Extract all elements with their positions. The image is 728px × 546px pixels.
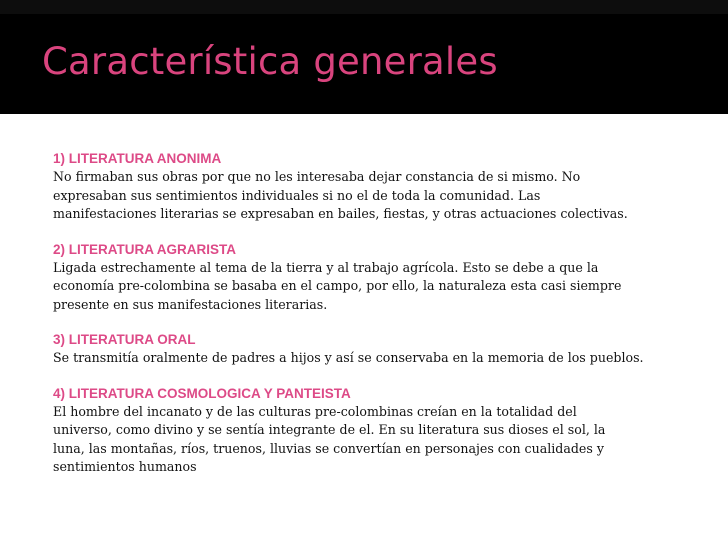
body-line: El hombre del incanato y de las culturas pre-colombinas creían en la totalidad del <box>53 403 577 419</box>
slide-title: Característica generales <box>42 40 498 83</box>
body-line: manifestaciones literarias se expresaban en bailes, fiestas, y otras actuaciones colectivas. <box>53 206 628 221</box>
body-line: economía pre-colombina se basaba en el campo, por ello, la naturaleza esta casi siempre <box>53 278 622 293</box>
body-line: luna, las montañas, ríos, truenos, lluvias se convertían en personajes con cualidades y <box>53 440 604 456</box>
section-body <box>53 349 703 368</box>
title-bar-top-stripe <box>0 0 728 14</box>
title-bar <box>0 0 728 114</box>
body-line: No firmaban sus obras por que no les interesaba dejar constancia de si mismo. No <box>53 169 581 184</box>
section-literatura-cosmologica <box>53 385 703 477</box>
section-body <box>53 168 703 224</box>
section-heading: 3) LITERATURA ORAL <box>53 332 196 347</box>
body-line: sentimientos humanos <box>53 459 197 474</box>
section-literatura-anonima <box>53 150 703 224</box>
slide-content <box>53 150 703 494</box>
body-line: Ligada estrechamente al tema de la tierra y al trabajo agrícola. Esto se debe a que la <box>53 259 599 275</box>
section-heading: 2) LITERATURA AGRARISTA <box>53 241 236 257</box>
section-heading: 4) LITERATURA COSMOLOGICA Y PANTEISTA <box>53 385 351 401</box>
body-line: Se transmitía oralmente de padres a hijos y así se conservaba en la memoria de los pueblos. <box>53 350 644 365</box>
section-literatura-oral <box>53 331 703 368</box>
body-line: presente en sus manifestaciones literarias. <box>53 296 328 312</box>
body-line: universo, como divino y se sentía integrante de el. En su literatura sus dioses el sol, la <box>53 422 606 437</box>
section-body <box>53 259 703 315</box>
section-body <box>53 403 703 477</box>
body-line: expresaban sus sentimientos individuales si no el de toda la comunidad. Las <box>53 187 541 203</box>
section-heading: 1) LITERATURA ANONIMA <box>53 151 222 166</box>
section-literatura-agrarista <box>53 241 703 315</box>
